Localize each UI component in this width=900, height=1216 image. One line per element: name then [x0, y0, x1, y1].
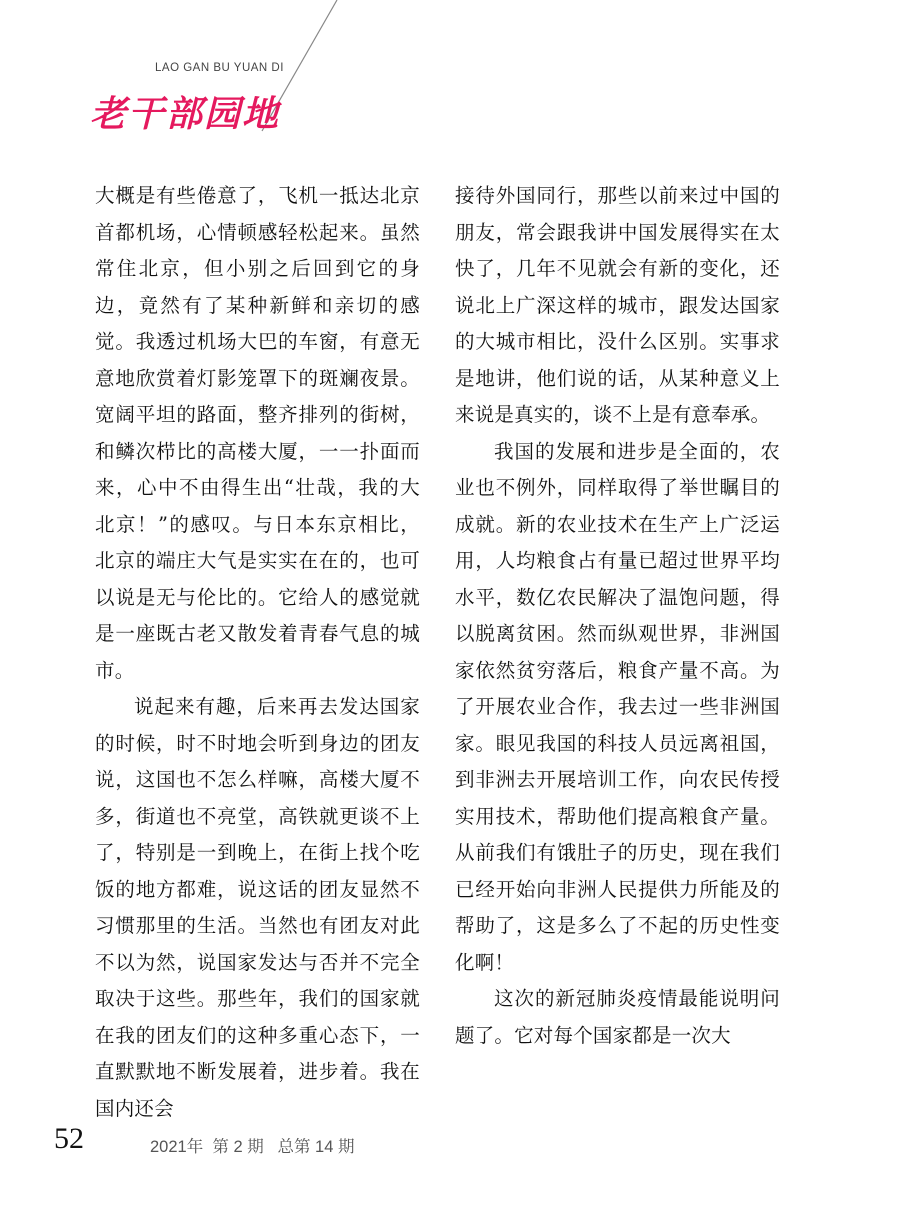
page-number: 52: [54, 1122, 84, 1155]
paragraph-1: 大概是有些倦意了，飞机一抵达北京首都机场，心情顿感轻松起来。虽然常住北京，但小别之后回到它的身边，竟然有了某种新鲜和亲切的感觉。我透过机场大巴的车窗，有意无意地欣赏着灯影笼罩下的斑斓夜景。宽阔平坦的路面，整齐排列的街树，和鳞次栉比的高楼大厦，一一扑面而来，心中不由得生出“壮哉，我的大北京！”的感叹。与日本东京相比，北京的端庄大气是实实在在的，也可以说是无与伦比的。它给人的感觉就是一座既古老又散发着青春气息的城市。: [95, 184, 420, 682]
paragraph-2: 说起来有趣，后来再去发达国家的时候，时不时地会听到身边的团友说，这国也不怎么样嘛，高楼大厦不多，街道也不亮堂，高铁就更谈不上了，特别是一到晚上，在街上找个吃饭的地方都难，说这话的团友显然不习惯那里的生活。当然也有团友对此不以为然，说国家发达与否并不完全取决于这些。那些年，我们的国家就在我的团友们的这种多重心态下，一直默默地不断发展着，进步着。我在国内还会: [95, 695, 420, 1120]
header-brand-title: 老干部园地: [90, 93, 281, 135]
paragraph-4: 这次的新冠肺炎疫情最能说明问题了。它对每个国家都是一次大: [455, 987, 780, 1047]
header-pinyin-title: LAO GAN BU YUAN DI: [155, 62, 284, 74]
issue-info: 2021年 第 2 期 总第 14 期: [150, 1138, 355, 1156]
paragraph-2-continued: 接待外国同行，那些以前来过中国的朋友，常会跟我讲中国发展得实在太快了，几年不见就会有新的变化，还说北上广深这样的城市，跟发达国家的大城市相比，没什么区别。实事求是地讲，他们说的话，从某种意义上来说是真实的，谈不上是有意奉承。: [455, 184, 780, 426]
body-right-column: [455, 178, 780, 1054]
paragraph-3: 我国的发展和进步是全面的，农业也不例外，同样取得了举世瞩目的成就。新的农业技术在生产上广泛运用，人均粮食占有量已超过世界平均水平，数亿农民解决了温饱问题，得以脱离贫困。然而纵观世界，非洲国家依然贫穷落后，粮食产量不高。为了开展农业合作，我去过一些非洲国家。眼见我国的科技人员远离祖国，到非洲去开展培训工作，向农民传授实用技术，帮助他们提高粮食产量。从前我们有饿肚子的历史，现在我们已经开始向非洲人民提供力所能及的帮助了，这是多么了不起的历史性变化啊！: [455, 439, 780, 974]
body-left-column: [95, 178, 420, 1127]
